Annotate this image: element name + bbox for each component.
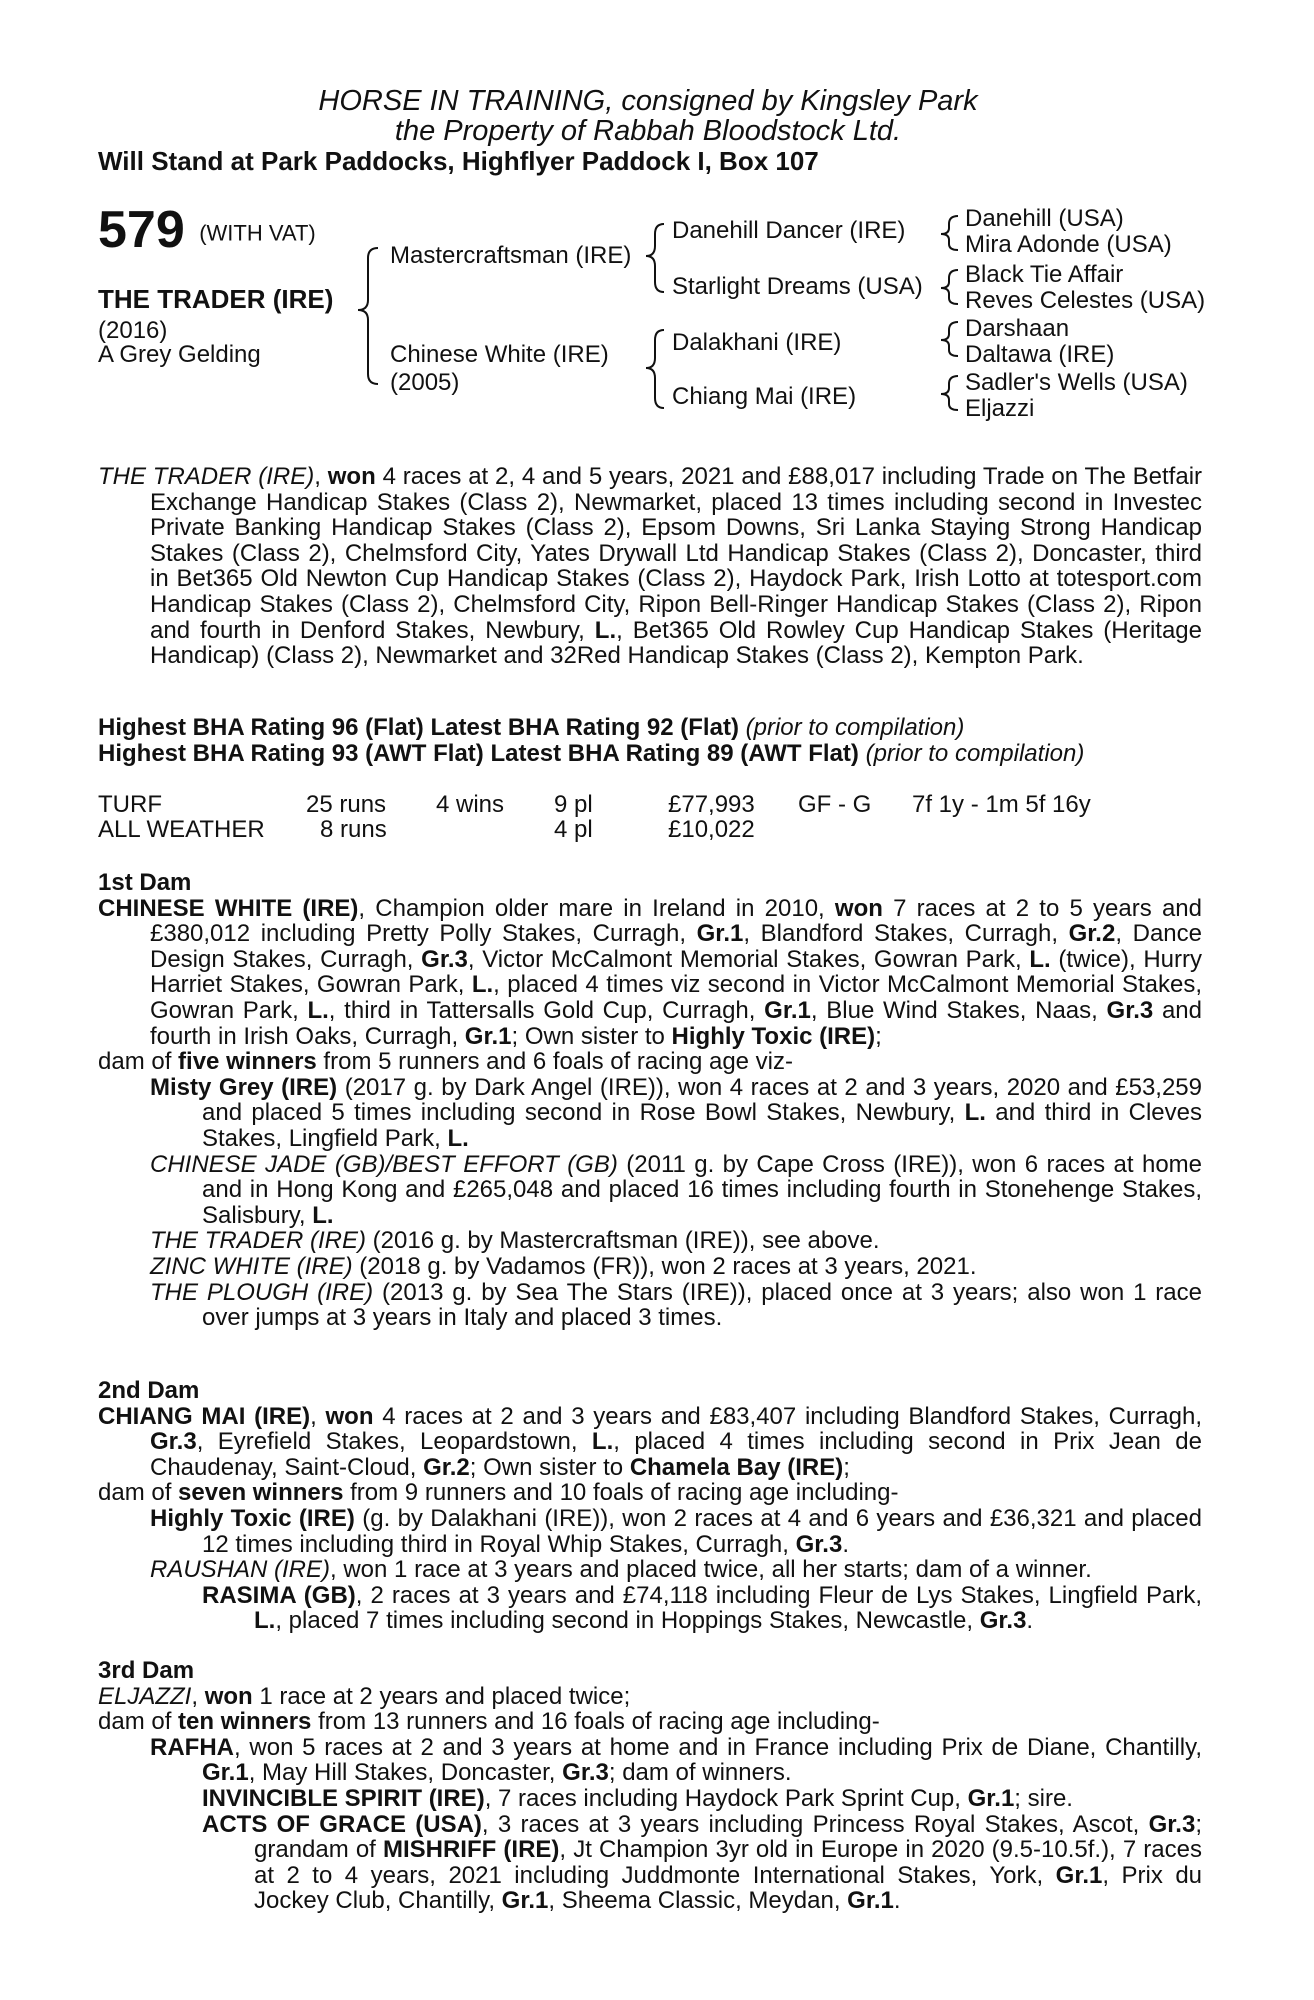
text: (g. by Dalakhani (IRE)), won 2 races at 4 and 6 years and £36,321 and placed 12 times including third in Royal Whip Stakes, Curragh, [202,1504,1202,1558]
race-record-table [98,792,1091,842]
produce-name: CHINESE JADE (GB)/BEST EFFORT (GB) [150,1150,618,1178]
group-label: Gr.1 [501,1887,549,1915]
wins-cell [436,817,554,842]
first-dam-section [98,870,1202,1331]
text: ; [875,1022,882,1050]
produce-name: MISHRIFF (IRE) [382,1836,560,1864]
text: , 2 races at 3 years and £74,118 including Fleur de Lys Stakes, Lingfield Park, [355,1581,1202,1609]
vat-label: (WITH VAT) [199,220,316,246]
third-dam-section [98,1658,1202,1914]
surface-cell: ALL WEATHER [98,816,265,843]
group-label: Gr.3 [979,1607,1027,1635]
horse-name: THE TRADER (IRE) [98,284,334,314]
produce-name: RAUSHAN (IRE) [150,1556,331,1584]
summary-text: 4 races at 2, 4 and 5 years, 2021 and £88,017 including Trade on The Betfair Exchange Handicap Stakes (Class 2), Newmarket, placed 13 times including second in Investec Private Banking Handicap Stakes (Class 2), Epsom Downs, Sri Lanka Staying Strong Handicap Stakes (Class 2), Chelmsford City, Yates Drywall Ltd Handicap Stakes (Class 2), Doncaster, third in Bet365 Old Newton Cup Handicap Stakes (Class 2), Haydock Park, Irish Lotto at totesport.com Handicap Stakes (Class 2), Chelmsford City, Ripon Bell-Ringer Handicap Stakes (Class 2), Ripon and fourth in Denford Stakes, Newbury, [150,463,1203,644]
produce-entry [150,1557,1202,1583]
text: , third in Tattersalls Gold Cup, Curragh, [328,996,765,1024]
text: dam of [98,1048,179,1076]
dam-sire: Dalakhani (IRE) [672,329,842,356]
distance-cell: 7f 1y - 1m 5f 16y [912,791,1091,818]
listed-label: L. [447,1124,469,1152]
text: , 3 races at 3 years including Princess Royal Stakes, Ascot, [481,1810,1149,1838]
won-label: won [204,1682,253,1710]
group-label: Gr.3 [421,945,468,973]
sire-sire-dam: Mira Adonde (USA) [965,231,1172,258]
text: , placed 7 times including second in Hoppings Stakes, Newcastle, [275,1607,980,1635]
listed-label: L. [1029,945,1051,973]
sister-name: Chamela Bay (IRE) [629,1453,844,1481]
won-label: won [834,894,883,922]
won-label: won [325,1402,374,1430]
rating-awt-note: (prior to compilation) [865,739,1085,767]
runs-cell: 8 runs [320,816,387,843]
produce-name: Misty Grey (IRE) [150,1073,338,1101]
stand-location: Will Stand at Park Paddocks, Highflyer Paddock I, Box 107 [98,146,819,176]
earnings-cell: £77,993 [668,791,755,818]
sire-dam: Starlight Dreams (USA) [672,273,923,300]
produce-entry [150,1152,1202,1229]
group-label: Gr.3 [562,1759,609,1787]
distance-cell [912,817,1091,842]
consignor-line: HORSE IN TRAINING, consigned by Kingsley Park [318,85,978,117]
text: . [1026,1607,1034,1635]
text: (2016 g. by Mastercraftsman (IRE)), see above. [366,1227,880,1255]
won-label: won [327,463,376,490]
text: ; [843,1453,850,1481]
table-row [98,792,1091,817]
rating-flat-note: (prior to compilation) [745,714,965,741]
text: (2017 g. by Dark Angel (IRE)), won 4 races at 2 and 3 years, 2020 and £53,259 and placed 5 times including second in Rose Bowl Stakes, Newbury, [202,1073,1203,1127]
text: , [191,1682,205,1710]
ratings [98,715,1202,766]
rating-awt: Highest BHA Rating 93 (AWT Flat) Latest BHA Rating 89 (AWT Flat) [98,739,859,767]
text: , Blandford Stakes, Curragh, [743,920,1069,948]
produce-entry [150,1506,1202,1557]
text: (2013 g. by Sea The Stars (IRE)), placed once at 3 years; also won 1 race over jumps at 3 years in Italy and placed 3 times. [202,1278,1202,1332]
second-dam-name: CHIANG MAI (IRE) [98,1402,311,1430]
rating-flat: Highest BHA Rating 96 (Flat) Latest BHA Rating 92 (Flat) [98,714,739,741]
produce-name: INVINCIBLE SPIRIT (IRE) [202,1784,485,1812]
text: , Champion older mare in Ireland in 2010, [358,894,835,922]
first-dam-name: CHINESE WHITE (IRE) [98,894,359,922]
earnings-cell: £10,022 [668,816,755,843]
wins-cell: 4 wins [436,791,505,818]
text: from 9 runners and 10 foals of racing age including- [343,1479,899,1507]
first-dam-heading: 1st Dam [98,869,192,896]
text: , placed 4 times viz second in Victor McCalmont Memorial Stakes, Gowran Park, [150,971,1202,1024]
sister-name: Highly Toxic (IRE) [671,1022,876,1050]
text: (twice), Hurry Harriet Stakes, Gowran Park, [150,945,1203,999]
winners-count: ten winners [178,1708,312,1736]
third-dam-name: ELJAZZI [98,1682,192,1710]
text: , 7 races including Haydock Park Sprint Cup, [484,1784,968,1812]
text: ; Own sister to [469,1453,630,1481]
text: 1 race at 2 years and placed twice; [252,1682,631,1710]
group-label: Gr.3 [1106,996,1154,1024]
text: ; grandam of [254,1810,1202,1864]
winners-count: five winners [178,1048,317,1076]
group-label: Gr.1 [202,1759,249,1787]
produce-name: THE TRADER (IRE) [150,1227,366,1255]
produce-entry [150,1280,1202,1331]
text: , Eyrefield Stakes, Leopardstown, [196,1428,592,1456]
going-cell: GF - G [798,791,872,818]
text: and third in Cleves Stakes, Lingfield Park, [202,1099,1202,1152]
text: , Sheema Classic, Meydan, [548,1887,848,1915]
group-label: Gr.3 [795,1530,843,1558]
second-dam-section [98,1378,1202,1634]
text: , won 5 races at 2 and 3 years at home and in France including Prix de Diane, Chantilly, [234,1733,1202,1761]
property-line: the Property of Rabbah Bloodstock Ltd. [394,115,902,147]
runs-cell: 25 runs [306,791,387,818]
produce-entry [150,1228,1202,1254]
produce-name: THE PLOUGH (IRE) [150,1278,374,1306]
group-label: Gr.3 [1148,1810,1196,1838]
produce-name: ZINC WHITE (IRE) [150,1252,353,1280]
produce-entry [150,1075,1202,1152]
text: , won 1 race at 3 years and placed twice, all her starts; dam of a winner. [330,1556,1092,1584]
listed-label: L. [307,996,329,1024]
horse-description: A Grey Gelding [98,341,261,368]
group-label: Gr.1 [967,1784,1015,1812]
third-dam-heading: 3rd Dam [98,1657,195,1684]
text: ; dam of winners. [608,1759,792,1787]
text: , Prix du Jockey Club, Chantilly, [254,1861,1203,1915]
lot-number: 579 (WITH VAT) [98,201,316,259]
text: , Blue Wind Stakes, Naas, [810,996,1107,1024]
table-row [98,817,1091,842]
produce-entry [202,1812,1202,1914]
surface-cell: TURF [98,791,162,818]
sire-dam-sire: Black Tie Affair [965,261,1124,288]
group-label: Gr.1 [464,1022,512,1050]
winners-count: seven winners [178,1479,344,1507]
summary-horse-name: THE TRADER (IRE) [98,463,315,490]
text: (2018 g. by Vadamos (FR)), won 2 races at 3 years, 2021. [352,1252,977,1280]
group-label: Gr.1 [847,1887,894,1915]
produce-entry [150,1735,1202,1786]
dam-sire-dam: Daltawa (IRE) [965,341,1115,368]
dam-dam: Chiang Mai (IRE) [672,383,857,410]
text: , Jt Champion 3yr old in Europe in 2020 (9.5-10.5f.), 7 races at 2 to 4 years, 2021 including Juddmonte International Stakes, York, [254,1836,1202,1889]
produce-name: RASIMA (GB) [202,1581,356,1609]
group-label: Gr.2 [1068,920,1116,948]
text: 7 races at 2 to 5 years and £380,012 including Pretty Polly Stakes, Curragh, [150,894,1202,948]
produce-name: Highly Toxic (IRE) [150,1504,355,1532]
produce-name: RAFHA [150,1733,234,1761]
text: dam of [98,1708,179,1736]
text: . [893,1887,901,1915]
sire-dam-dam: Reves Celestes (USA) [965,287,1206,314]
text: , Victor McCalmont Memorial Stakes, Gowran Park, [467,945,1030,973]
sire-sire-sire: Danehill (USA) [965,205,1124,232]
listed-label: L. [312,1201,334,1229]
text: and fourth in Irish Oaks, Curragh, [150,996,1203,1050]
produce-entry [150,1254,1202,1280]
dam-dam-dam: Eljazzi [965,395,1035,422]
text: dam of [98,1479,179,1507]
listed-label: L. [964,1099,986,1127]
group-label: Gr.1 [764,996,811,1024]
dam-year: (2005) [390,369,460,396]
text: . [842,1530,849,1558]
dam: Chinese White (IRE) [390,341,609,368]
foaling-year: (2016) [98,317,168,344]
text: from 13 runners and 16 foals of racing age including- [311,1708,880,1736]
text: (2011 g. by Cape Cross (IRE)), won 6 races at home and in Hong Kong and £265,048 and placed 16 times including fourth in Stonehenge Stakes, Salisbury, [202,1150,1203,1229]
listed-label: L. [594,616,617,644]
group-label: Gr.1 [696,920,744,948]
racing-summary [98,464,1202,669]
text: , placed 4 times including second in Prix Jean de Chaudenay, Saint-Cloud, [150,1428,1202,1481]
going-cell [798,817,912,842]
summary-text-end: , Bet365 Old Rowley Cup Handicap Stakes (Heritage Handicap) (Class 2), Newmarket and 32Red Handicap Stakes (Class 2), Kempton Park. [150,616,1203,670]
placed-cell: 9 pl [554,791,593,818]
second-dam-heading: 2nd Dam [98,1377,200,1404]
text: , Dance Design Stakes, Curragh, [150,920,1202,973]
text: ; sire. [1014,1784,1073,1812]
produce-name: ACTS OF GRACE (USA) [202,1810,482,1838]
text: 4 races at 2 and 3 years and £83,407 including Blandford Stakes, Curragh, [373,1402,1203,1430]
text: ; Own sister to [511,1022,672,1050]
placed-cell: 4 pl [554,816,593,843]
group-label: Gr.3 [150,1428,197,1456]
text: from 5 runners and 6 foals of racing age viz- [316,1048,794,1076]
listed-label: L. [591,1428,614,1456]
listed-label: L. [471,971,494,999]
sire: Mastercraftsman (IRE) [390,242,632,269]
listed-label: L. [254,1607,276,1635]
summary-separator: , [314,463,328,490]
dam-dam-sire: Sadler's Wells (USA) [965,369,1188,396]
text: , [310,1402,326,1430]
text: , May Hill Stakes, Doncaster, [248,1759,563,1787]
group-label: Gr.1 [1055,1861,1103,1889]
sire-sire: Danehill Dancer (IRE) [672,217,906,244]
produce-entry [202,1583,1202,1634]
dam-sire-sire: Darshaan [965,315,1070,342]
group-label: Gr.2 [423,1453,470,1481]
produce-entry [202,1786,1202,1812]
